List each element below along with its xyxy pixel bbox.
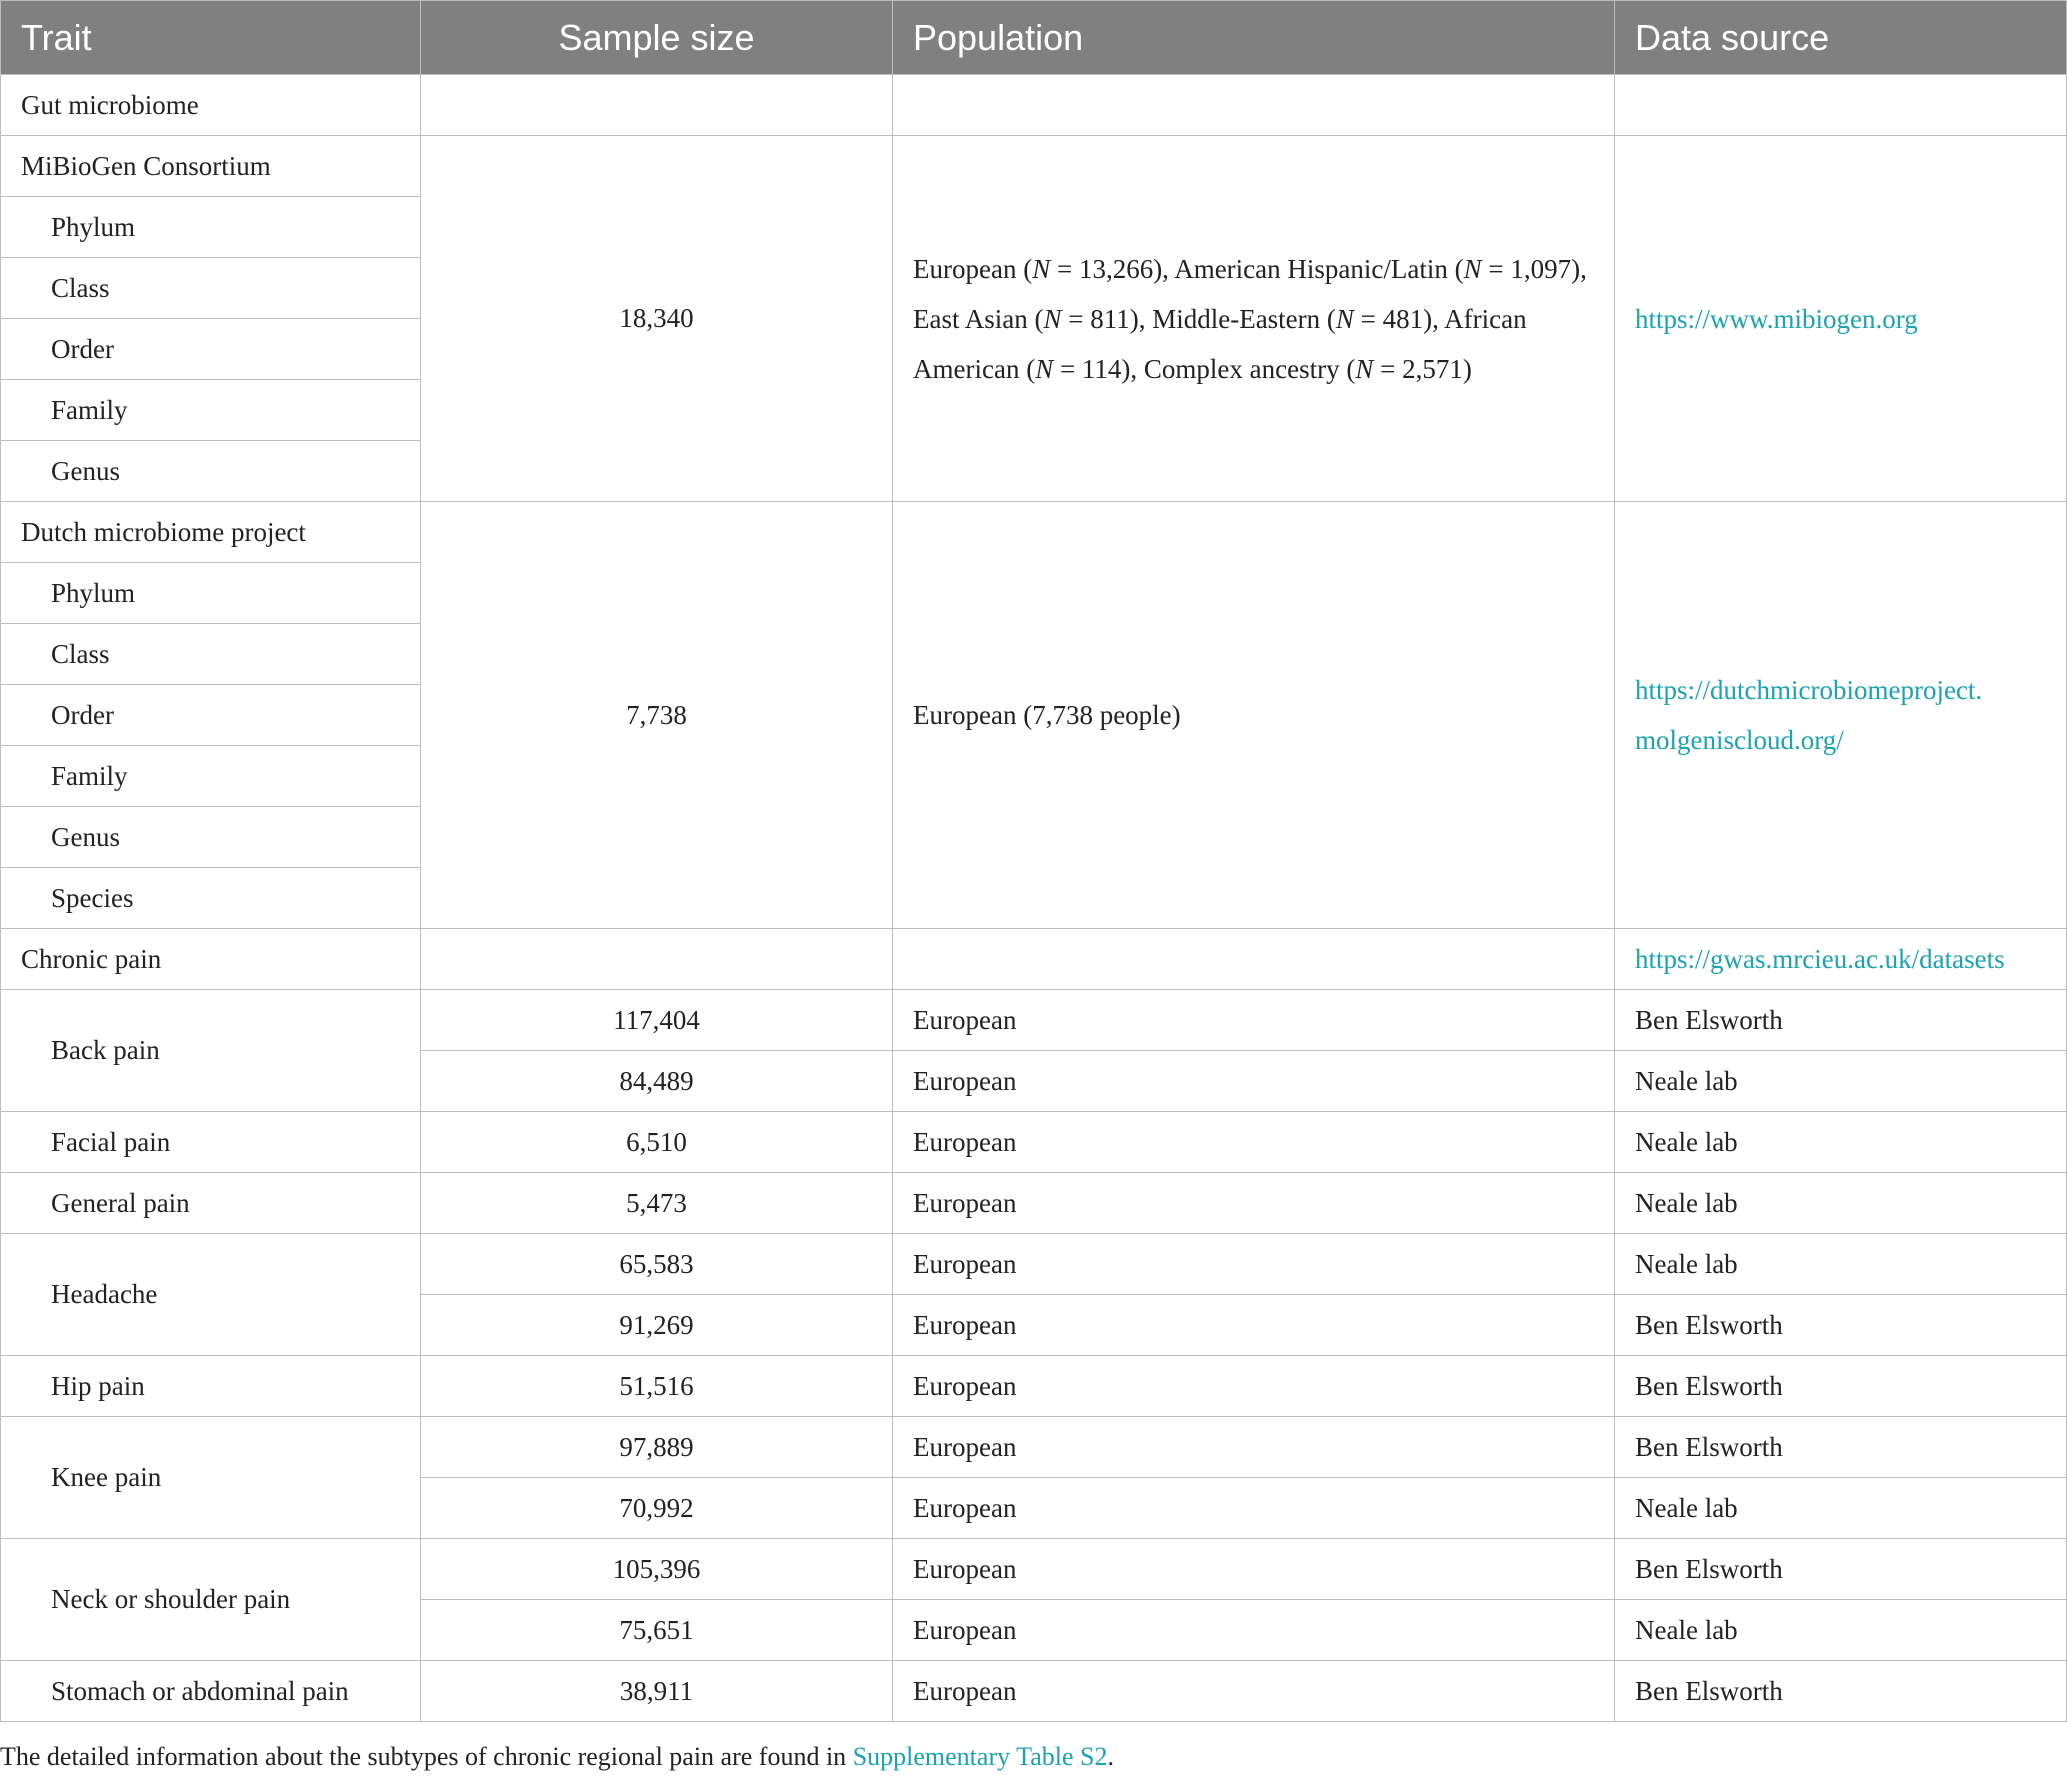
population-cell: European <box>893 1600 1615 1661</box>
sub-trait-cell: Knee pain <box>1 1417 421 1539</box>
source-cell: Ben Elsworth <box>1615 990 2067 1051</box>
empty-cell <box>893 929 1615 990</box>
trait-cell: MiBioGen Consortium <box>1 136 421 197</box>
sub-trait-cell: Class <box>1 624 421 685</box>
trait-cell: Chronic pain <box>1 929 421 990</box>
table-row <box>1 1173 2067 1234</box>
table-row <box>1 75 2067 136</box>
sample-size-cell: 91,269 <box>421 1295 893 1356</box>
source-cell: Neale lab <box>1615 1173 2067 1234</box>
header-row <box>1 1 2067 75</box>
population-cell: European <box>893 990 1615 1051</box>
source-cell: Neale lab <box>1615 1051 2067 1112</box>
sub-trait-cell: Phylum <box>1 197 421 258</box>
population-cell: European (7,738 people) <box>893 502 1615 929</box>
dutch-microbiome-link[interactable]: https://dutchmicrobiomeproject. molgeniscloud.org/ <box>1615 502 2067 929</box>
sample-size-cell: 70,992 <box>421 1478 893 1539</box>
sub-trait-cell: Hip pain <box>1 1356 421 1417</box>
source-cell: Ben Elsworth <box>1615 1356 2067 1417</box>
table-row <box>1 1539 2067 1600</box>
population-cell: European <box>893 1417 1615 1478</box>
table-row <box>1 929 2067 990</box>
sample-size-cell: 97,889 <box>421 1417 893 1478</box>
source-cell: Neale lab <box>1615 1234 2067 1295</box>
sub-trait-cell: Order <box>1 685 421 746</box>
table-row <box>1 1661 2067 1722</box>
population-cell: European <box>893 1173 1615 1234</box>
table-row <box>1 1234 2067 1295</box>
population-cell: European <box>893 1478 1615 1539</box>
footnote-end: . <box>1107 1742 1114 1771</box>
header-trait: Trait <box>1 1 421 75</box>
sub-trait-cell: Class <box>1 258 421 319</box>
supplementary-table-link[interactable]: Supplementary Table S2 <box>852 1742 1108 1771</box>
population-cell: European <box>893 1234 1615 1295</box>
population-cell: European <box>893 1539 1615 1600</box>
sub-trait-cell: Family <box>1 380 421 441</box>
population-cell: European (N = 13,266), American Hispanic/Latin (N = 1,097), East Asian (N = 811), Middle-Eastern (N = 481), African American (N = 114), Complex ancestry (N = 2,571) <box>893 136 1615 502</box>
table-row <box>1 502 2067 563</box>
sub-trait-cell: Order <box>1 319 421 380</box>
sample-size-cell: 51,516 <box>421 1356 893 1417</box>
gwas-link[interactable]: https://gwas.mrcieu.ac.uk/datasets <box>1615 929 2067 990</box>
population-cell: European <box>893 1661 1615 1722</box>
table-footnote <box>0 1742 1114 1772</box>
source-cell: Neale lab <box>1615 1478 2067 1539</box>
sample-size-cell: 18,340 <box>421 136 893 502</box>
population-cell: European <box>893 1051 1615 1112</box>
sample-size-cell: 65,583 <box>421 1234 893 1295</box>
sample-size-cell: 38,911 <box>421 1661 893 1722</box>
source-cell: Ben Elsworth <box>1615 1539 2067 1600</box>
sub-trait-cell: Genus <box>1 441 421 502</box>
population-cell: European <box>893 1295 1615 1356</box>
sample-size-cell: 6,510 <box>421 1112 893 1173</box>
sub-trait-cell: Back pain <box>1 990 421 1112</box>
sub-trait-cell: Genus <box>1 807 421 868</box>
population-cell: European <box>893 1356 1615 1417</box>
table-row <box>1 990 2067 1051</box>
source-cell: Ben Elsworth <box>1615 1417 2067 1478</box>
footnote-text: The detailed information about the subtypes of chronic regional pain are found in <box>0 1742 853 1771</box>
table-row <box>1 1417 2067 1478</box>
sub-trait-cell: Neck or shoulder pain <box>1 1539 421 1661</box>
source-cell: Ben Elsworth <box>1615 1295 2067 1356</box>
trait-cell: Gut microbiome <box>1 75 421 136</box>
table-row <box>1 136 2067 197</box>
source-cell: Neale lab <box>1615 1112 2067 1173</box>
sample-size-cell: 7,738 <box>421 502 893 929</box>
empty-cell <box>421 929 893 990</box>
sample-size-cell: 105,396 <box>421 1539 893 1600</box>
sub-trait-cell: Headache <box>1 1234 421 1356</box>
sub-trait-cell: Family <box>1 746 421 807</box>
header-population: Population <box>893 1 1615 75</box>
empty-cell <box>893 75 1615 136</box>
header-sample-size: Sample size <box>421 1 893 75</box>
table-row <box>1 1112 2067 1173</box>
population-cell: European <box>893 1112 1615 1173</box>
mibiogen-link[interactable]: https://www.mibiogen.org <box>1615 136 2067 502</box>
sample-size-cell: 84,489 <box>421 1051 893 1112</box>
sub-trait-cell: Facial pain <box>1 1112 421 1173</box>
source-cell: Neale lab <box>1615 1600 2067 1661</box>
sub-trait-cell: Species <box>1 868 421 929</box>
trait-cell: Dutch microbiome project <box>1 502 421 563</box>
empty-cell <box>421 75 893 136</box>
sub-trait-cell: Phylum <box>1 563 421 624</box>
empty-cell <box>1615 75 2067 136</box>
sub-trait-cell: General pain <box>1 1173 421 1234</box>
sample-size-cell: 5,473 <box>421 1173 893 1234</box>
header-data-source: Data source <box>1615 1 2067 75</box>
table-row <box>1 1356 2067 1417</box>
sample-size-cell: 117,404 <box>421 990 893 1051</box>
source-cell: Ben Elsworth <box>1615 1661 2067 1722</box>
sub-trait-cell: Stomach or abdominal pain <box>1 1661 421 1722</box>
sample-size-cell: 75,651 <box>421 1600 893 1661</box>
